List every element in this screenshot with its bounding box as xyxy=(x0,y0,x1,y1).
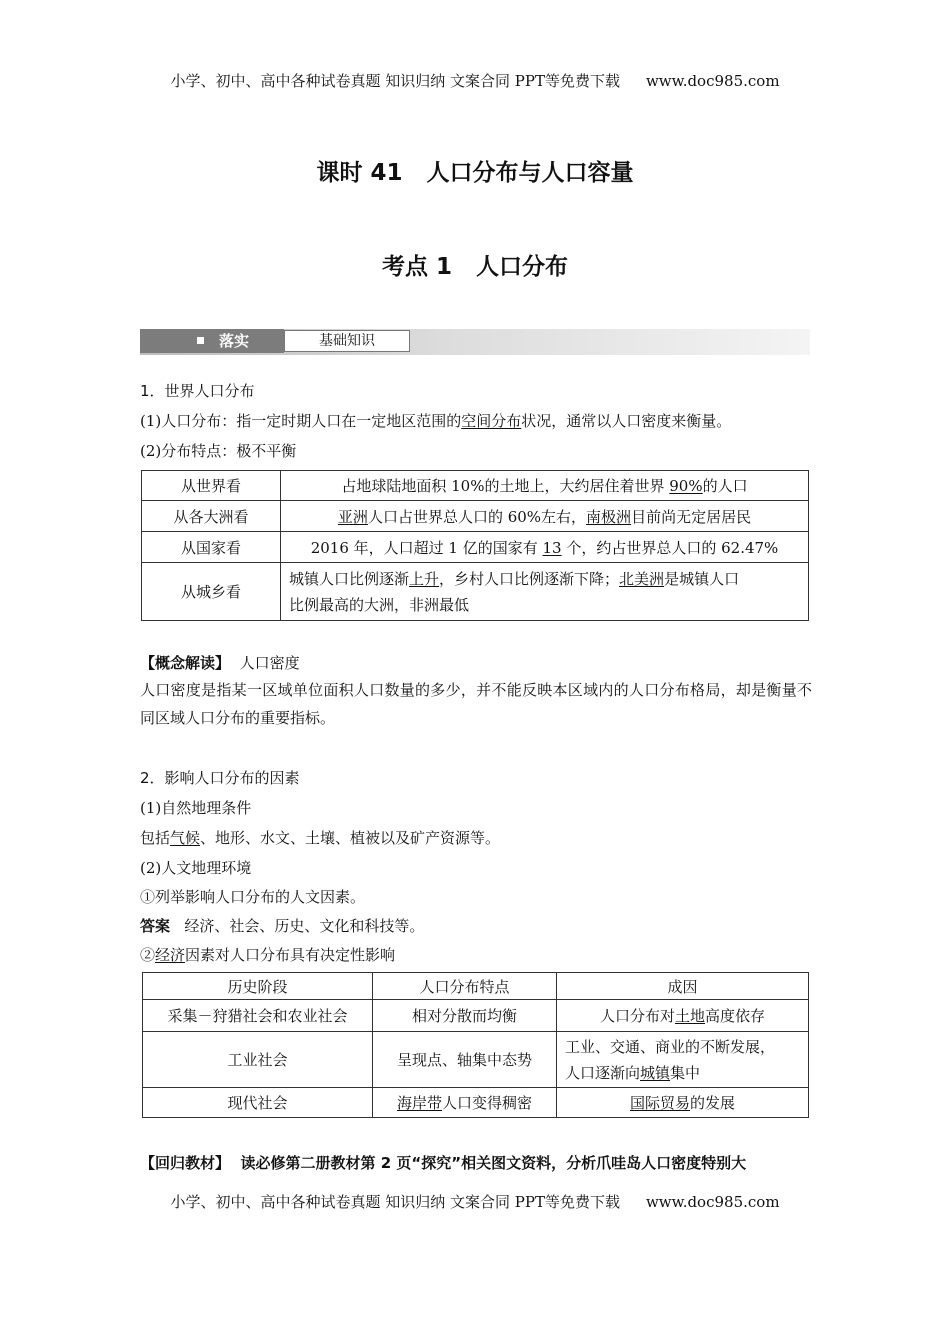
column-header: 历史阶段 xyxy=(143,973,373,1000)
table-row xyxy=(142,563,809,621)
page-header xyxy=(0,70,950,91)
lesson-title xyxy=(0,154,950,187)
stage-cell: 工业社会 xyxy=(143,1032,373,1088)
table-row xyxy=(143,1000,809,1032)
section2-q2: ②经济因素对人口分布具有决定性影响 xyxy=(140,946,396,964)
concept-topic: 人口密度 xyxy=(239,654,300,672)
footer-text: 小学、初中、高中各种试卷真题 知识归纳 文案合同 PPT等免费下载 xyxy=(170,1193,620,1211)
banner-left-label: 落实 xyxy=(219,332,250,350)
row-value: 亚洲人口占世界总人口的 60%左右，南极洲目前尚无定居居民 xyxy=(281,501,809,532)
point-name: 人口分布 xyxy=(476,254,568,280)
section2-q1: ①列举影响人口分布的人文因素。 xyxy=(140,888,366,906)
table-row xyxy=(142,501,809,532)
section-banner xyxy=(140,329,810,355)
stage-cell: 采集－狩猎社会和农业社会 xyxy=(143,1000,373,1032)
table-row xyxy=(142,471,809,501)
header-site: www.doc985.com xyxy=(645,72,780,90)
section2-a-text: 包括气候、地形、水文、土壤、植被以及矿产资源等。 xyxy=(140,829,501,847)
section1-line1 xyxy=(140,410,731,431)
cause-cell: 人口分布对土地高度依存 xyxy=(557,1000,809,1032)
distribution-table xyxy=(141,470,809,621)
table-row xyxy=(142,532,809,563)
section1-line2: (2)分布特点：极不平衡 xyxy=(140,442,297,460)
l1-pre: (1)人口分布：指一定时期人口在一定地区范围的 xyxy=(140,412,462,430)
feature-cell: 相对分散而均衡 xyxy=(373,1000,557,1032)
point-title xyxy=(0,248,950,281)
row-key: 从世界看 xyxy=(142,471,281,501)
column-header: 人口分布特点 xyxy=(373,973,557,1000)
row-key: 从城乡看 xyxy=(142,563,281,621)
feature-cell: 呈现点、轴集中态势 xyxy=(373,1032,557,1088)
row-value: 占地球陆地面积 10%的土地上，大约居住着世界 90%的人口 xyxy=(281,471,809,501)
section2-b: (2)人文地理环境 xyxy=(140,859,252,877)
concept-heading xyxy=(140,652,300,673)
footer-site: www.doc985.com xyxy=(645,1193,780,1211)
l1-post: 状况，通常以人口密度来衡量。 xyxy=(521,412,732,430)
table-header-row xyxy=(143,973,809,1000)
concept-text: 人口密度是指某一区域单位面积人口数量的多少，并不能反映本区域内的人口分布格局，却是衡量不同区域人口分布的重要指标。 xyxy=(140,681,812,727)
table-row xyxy=(143,1088,809,1118)
banner-dark-tab xyxy=(140,329,284,353)
point-number: 考点 1 xyxy=(381,254,452,280)
row-key: 从各大洲看 xyxy=(142,501,281,532)
row-key: 从国家看 xyxy=(142,532,281,563)
review-label: 【回归教材】 xyxy=(140,1154,231,1172)
column-header: 成因 xyxy=(557,973,809,1000)
header-text: 小学、初中、高中各种试卷真题 知识归纳 文案合同 PPT等免费下载 xyxy=(170,72,620,90)
row-value: 2016 年，人口超过 1 亿的国家有 13 个，约占世界总人口的 62.47% xyxy=(281,532,809,563)
lesson-number: 课时 41 xyxy=(316,160,403,186)
concept-label: 【概念解读】 xyxy=(140,654,231,672)
row-value: 城镇人口比例逐渐上升，乡村人口比例逐渐下降；北美洲是城镇人口 比例最高的大洲，非洲最低 xyxy=(281,563,809,621)
answer-text: 经济、社会、历史、文化和科技等。 xyxy=(184,917,425,935)
square-bullet-icon xyxy=(197,337,204,344)
section1-heading: 1．世界人口分布 xyxy=(140,382,255,400)
l1-underlined: 空间分布 xyxy=(461,412,522,430)
answer-label: 答案 xyxy=(140,917,171,935)
cause-cell: 工业、交通、商业的不断发展， 人口逐渐向城镇集中 xyxy=(557,1032,809,1088)
section2-a: (1)自然地理条件 xyxy=(140,799,252,817)
page-footer xyxy=(0,1191,950,1212)
banner-right-label: 基础知识 xyxy=(284,330,410,352)
review-line xyxy=(140,1152,746,1173)
cause-cell: 国际贸易的发展 xyxy=(557,1088,809,1118)
review-text: 读必修第二册教材第 2 页“探究”相关图文资料，分析爪哇岛人口密度特别大 xyxy=(240,1154,747,1172)
stage-cell: 现代社会 xyxy=(143,1088,373,1118)
table-row xyxy=(143,1032,809,1088)
answer-line xyxy=(140,915,424,936)
section2-heading: 2．影响人口分布的因素 xyxy=(140,769,300,787)
feature-cell: 海岸带人口变得稠密 xyxy=(373,1088,557,1118)
lesson-name: 人口分布与人口容量 xyxy=(426,160,634,186)
history-table xyxy=(142,972,809,1118)
